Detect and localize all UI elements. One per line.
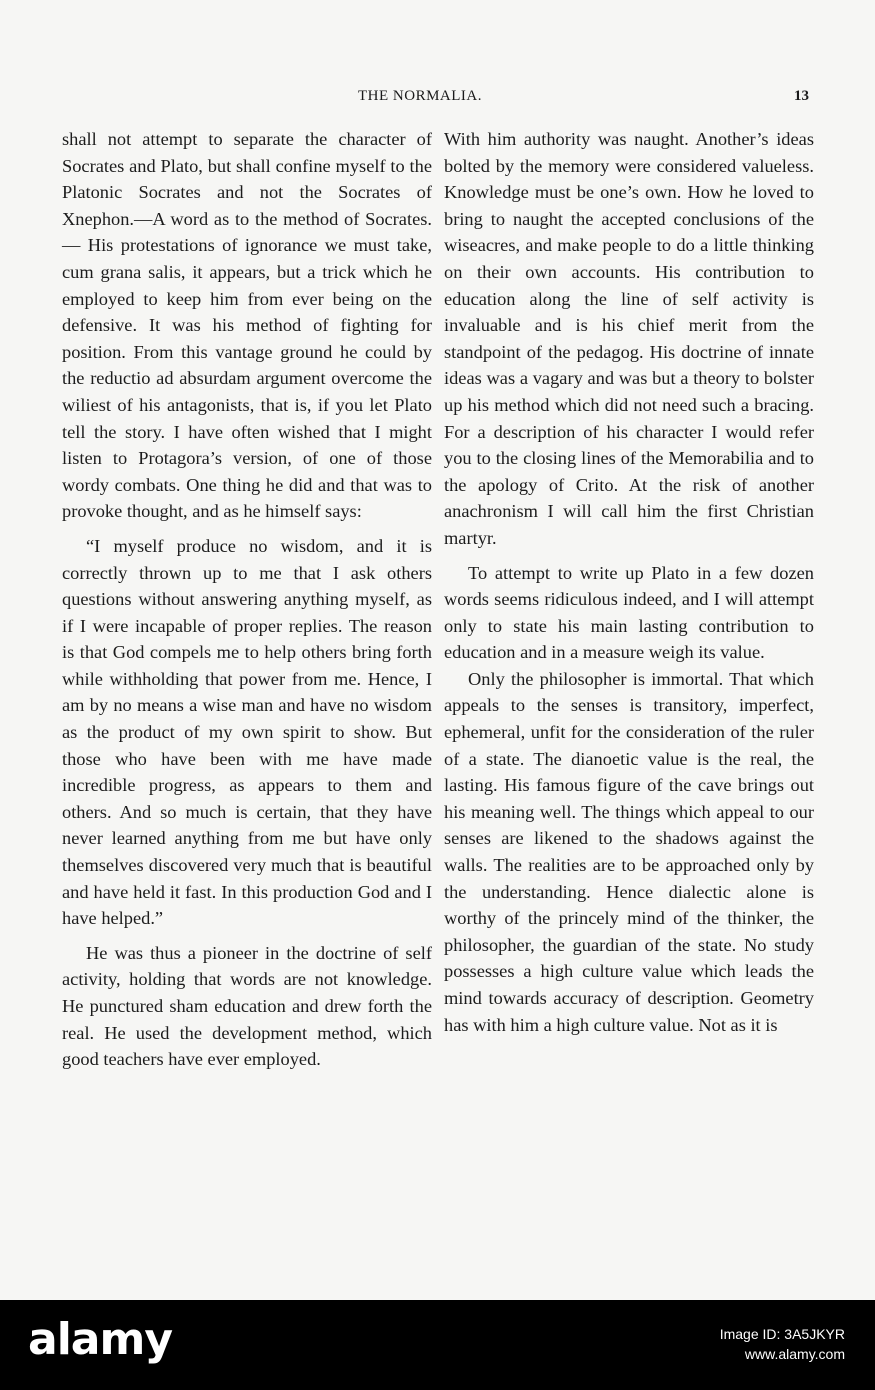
right-paragraph-1: With him authority was naught. Another’s ideas bolted by the memory were considered valueless. Knowledge must be one’s own. How he loved to bring to naught the accepted conclusions of the wiseacres, and make people to do a little thinking on their own accounts. His contribution to education along the line of self activity is invaluable and is his chief merit from the standpoint of the pedagog. His doctrine of innate ideas was a vagary and was but a theory to bolster up his method which did not need such a bracing. For a description of his character I would refer you to the closing lines of the Memorabilia and to the apology of Crito. At the risk of another anachronism I will call him the first Christian martyr.: [444, 129, 814, 548]
alamy-logo: alamy: [28, 1314, 172, 1365]
left-paragraph-3: He was thus a pioneer in the doctrine of self activity, holding that words are not knowledge. He punctured sham education and drew forth the real. He used the development method, which good teachers have ever employed.: [62, 942, 432, 1070]
running-title: THE NORMALIA.: [358, 88, 482, 104]
left-column: [62, 126, 432, 1073]
image-id-label: Image ID: 3A5JKYR: [719, 1326, 845, 1342]
page-number: 13: [794, 88, 809, 104]
running-head: [0, 88, 875, 108]
right-paragraph-2: To attempt to write up Plato in a few dozen words seems ridiculous indeed, and I will attempt only to state his main lasting contribution to education and in a measure weigh its value.: [444, 562, 814, 663]
left-paragraph-quote: “I myself produce no wisdom, and it is correctly thrown up to me that I ask others questions without answering anything myself, as if I were incapable of proper replies. The reason is that God compels me to help others bring forth while withholding that power from me. Hence, I am by no means a wise man and have no wisdom as the product of my own spirit to show. But those who have been with me have made incredible progress, as appears to them and others. And so much is certain, that they have never learned anything from me but have only themselves discovered very much that is beautiful and have held it fast. In this production God and I have helped.”: [62, 535, 432, 929]
watermark-footer: [0, 1300, 875, 1390]
right-paragraph-3: Only the philosopher is immortal. That which appeals to the senses is transitory, imperfect, ephemeral, unfit for the consideration of the ruler of a state. The dianoetic value is the real, the lasting. His famous figure of the cave brings out his meaning well. The things which appeal to our senses are likened to the shadows against the walls. The realities are to be approached only by the understanding. Hence dialectic alone is worthy of the princely mind of the thinker, the philosopher, the guardian of the state. No study possesses a high culture value which leads the mind towards accuracy of description. Geometry has with him a high culture value. Not as it is: [444, 668, 814, 1035]
footer-image-info: [720, 1324, 845, 1364]
site-url: www.alamy.com: [744, 1346, 845, 1362]
right-column: [444, 126, 814, 1038]
left-paragraph-1: shall not attempt to separate the character of Socrates and Plato, but shall confine myself to the Platonic Socrates and not the Socrates of Xnephon.—A word as to the method of Socrates.— His protestations of ignorance we must take, cum grana salis, it appears, but a trick which he employed to keep him from ever being on the defensive. It was his method of fighting for position. From this vantage ground he could by the reductio ad absurdam argument overcome the wiliest of his antagonists, that is, if you let Plato tell the story. I have often wished that I might listen to Protagora’s version, of one of those wordy combats. One thing he did and that was to provoke thought, and as he himself says:: [62, 129, 432, 522]
